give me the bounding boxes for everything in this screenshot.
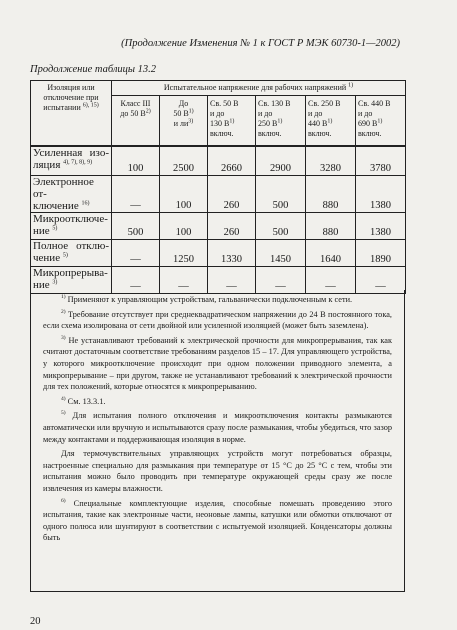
table-cell: — [112, 176, 160, 213]
table-cell: 260 [208, 213, 256, 240]
row-label: Усиленная изо- ляция $^{4), 7), 8), 9)}$ [31, 146, 112, 176]
table-cell: 260 [208, 176, 256, 213]
note-4: $^{4)}$ См. 13.3.1. [61, 395, 106, 406]
table-cell: 500 [256, 176, 306, 213]
note-2: $^{2)}$ Требование отсутствует при среднеквадратическом напряжении до 24 В постоянного тока, если схема изолирована от сети двойной или усиленной изоляцией (может быть заземлена). [43, 308, 392, 331]
table-cell: 1640 [306, 240, 356, 267]
table-cell: 1380 [356, 213, 406, 240]
table-cell: — [306, 267, 356, 294]
table-cell: 1380 [356, 176, 406, 213]
subheader-130-250: Св. 130 В и до 250 $В^{1)}$ включ. [256, 96, 306, 147]
note-5: $^{5)}$ Для испытания полного отключения и микроотключения контакты размыкаются автоматически или вручную и испытываются сразу после размыкания, чтобы убедиться, что зазор между контактами и поддерживающая изоляция в норме. [43, 410, 392, 444]
voltage-table [30, 80, 406, 294]
note-1: $^{1)}$ Применяют к управляющим устройствам, гальванически подключенным к сети. [61, 294, 353, 304]
subheader-up-to-50: До 50 $В^{1)}$ и $ли^{3)}$ [160, 96, 208, 147]
row-label: Микропрерыва- ние $^{3)}$ [31, 267, 112, 294]
table-cell: 3280 [306, 146, 356, 176]
table-cell: 500 [256, 213, 306, 240]
subheader-50-130: Св. 50 В и до 130 $В^{1)}$ включ. [208, 96, 256, 147]
table-cell: 2500 [160, 146, 208, 176]
note-5-continued: Для термочувствительных управляющих устройств могут потребоваться образцы, настроенные специально для размыкания при температуре от 15 °С до 25 °С с тем, чтобы эти испытания можно было проводить при температуре окружающей среды сразу же после извлечения из камеры влажности. [43, 449, 392, 493]
table-cell: 1890 [356, 240, 406, 267]
table-notes-box [30, 290, 405, 592]
table-cell: 100 [112, 146, 160, 176]
table-cell: 3780 [356, 146, 406, 176]
note-6: $^{6)}$ Специальные комплектующие изделия, способные помешать проведению этого испытания, такие как электронные части, неоновые лампы, катушки или обмотки отключают от одного полюса или шунтируют в соответствии с испытуемой изоляцией. Конденсаторы должны быть [43, 497, 392, 543]
table-cell: — [112, 240, 160, 267]
table-cell: 2660 [208, 146, 256, 176]
test-voltage-group-header: Испытательное напряжение для рабочих напряжений $^{1)}$ [112, 81, 406, 96]
subheader-250-440: Св. 250 В и до 440 $В^{1)}$ включ. [306, 96, 356, 147]
table-cell: — [356, 267, 406, 294]
table-cell: — [256, 267, 306, 294]
row-label: Полное отклю- чение $^{5)}$ [31, 240, 112, 267]
table-row [31, 240, 406, 267]
subheader-class-iii: Класс III до 50 $В^{2)}$ [112, 96, 160, 147]
table-cell: 500 [112, 213, 160, 240]
table-cell: 1450 [256, 240, 306, 267]
table-cell: 100 [160, 176, 208, 213]
row-label: Микроотключе- ние $^{5)}$ [31, 213, 112, 240]
table-row [31, 146, 406, 176]
note-3: $^{3)}$ Не устанавливают требований к электрической прочности для микропрерывания, так как считают достаточным соответствие требованиям разделов 15 – 17. Для управляющего устройства, у которого микроотключение происходит при одном положении приводного элемента, а микропрерывание – при другом, также не устанавливают требований к электрической прочности для тех положений, которые относятся к микропрерыванию. [43, 335, 393, 392]
table-cell: 880 [306, 176, 356, 213]
table-continuation-caption: Продолжение таблицы 13.2 [30, 64, 157, 75]
running-header: (Продолжение Изменения № 1 к ГОСТ Р МЭК 60730-1—2002) [121, 38, 400, 49]
table-row [31, 213, 406, 240]
table-cell: — [208, 267, 256, 294]
row-label: Электронное от- ключение $^{16)}$ [31, 176, 112, 213]
table-row [31, 176, 406, 213]
table-cell: 880 [306, 213, 356, 240]
table-cell: 1330 [208, 240, 256, 267]
table-cell: — [112, 267, 160, 294]
page-number: 20 [30, 616, 41, 627]
table-cell: — [160, 267, 208, 294]
insulation-column-header: Изоляция или отключение при испытании $^{6), 15)}$ [31, 81, 112, 147]
subheader-440-690: Св. 440 В и до 690 $В^{1)}$ включ. [356, 96, 406, 147]
table-cell: 2900 [256, 146, 306, 176]
table-cell: 1250 [160, 240, 208, 267]
table-notes [43, 290, 392, 547]
table-cell: 100 [160, 213, 208, 240]
